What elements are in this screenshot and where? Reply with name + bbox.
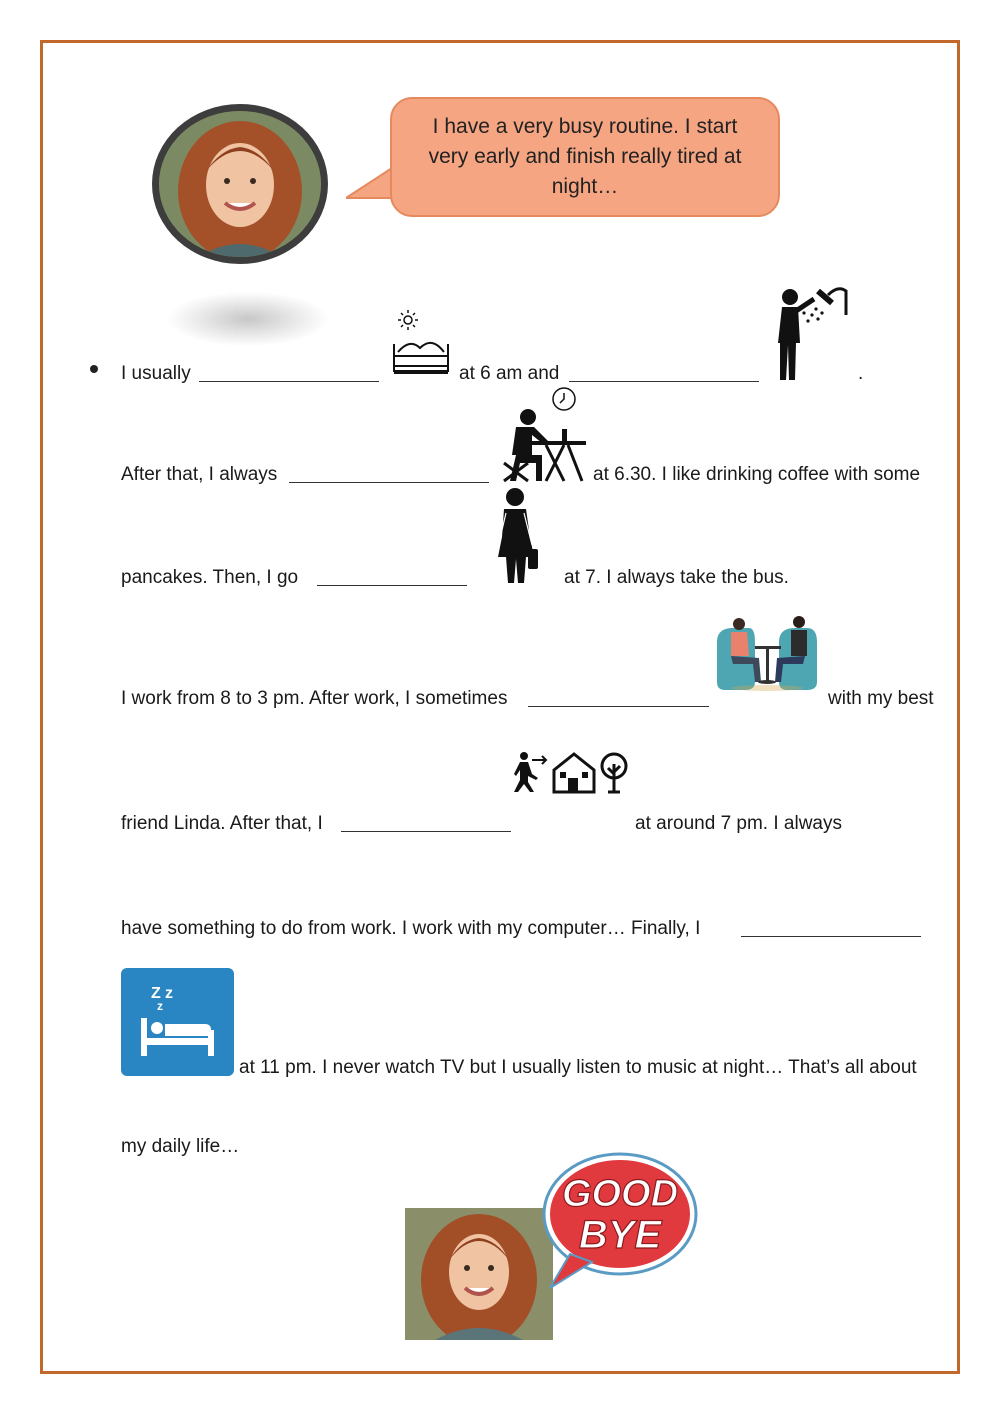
line2-text-a: After that, I always — [121, 464, 278, 485]
line3-text-b: at 7. I always take the bus. — [564, 567, 789, 588]
line2-text-b: at 6.30. I like drinking coffee with some — [593, 464, 921, 485]
go-to-work-icon — [494, 487, 540, 585]
line6-text-a: have something to do from work. I work with my computer… Finally, I — [121, 918, 701, 939]
shower-icon — [776, 285, 852, 383]
svg-text:z: z — [157, 999, 163, 1013]
wake-up-bed-icon — [390, 308, 454, 380]
goodbye-line2: BYE — [578, 1213, 662, 1257]
goodbye-photo — [405, 1208, 553, 1340]
blank-wake-up[interactable] — [199, 381, 379, 382]
avatar-shadow — [168, 292, 328, 346]
line4-text-a: I work from 8 to 3 pm. After work, I sometimes — [121, 688, 508, 709]
sleep-bed-icon — [121, 968, 234, 1076]
line4-text-b: with my best — [828, 688, 934, 709]
svg-text:z: z — [165, 985, 173, 1002]
speech-bubble-text: I have a very busy routine. I start very early and finish really tired at night… — [428, 115, 742, 198]
avatar-photo — [152, 104, 328, 264]
goodbye-line1: GOOD — [561, 1173, 679, 1215]
go-home-icon — [512, 750, 632, 794]
blank-shower[interactable] — [569, 381, 759, 382]
line7-text-a: at 11 pm. I never watch TV but I usually listen to music at night… That’s all about — [239, 1057, 917, 1078]
bullet — [90, 365, 98, 373]
speech-bubble — [390, 97, 780, 217]
blank-breakfast[interactable] — [289, 482, 489, 483]
line1-text-c: . — [858, 363, 864, 384]
line3-text-a: pancakes. Then, I go — [121, 567, 299, 588]
blank-work[interactable] — [317, 585, 467, 586]
line5-text-b: at around 7 pm. I always — [635, 813, 842, 834]
line8-text-a: my daily life… — [121, 1136, 240, 1157]
blank-go-home[interactable] — [341, 831, 511, 832]
svg-text:Z: Z — [151, 985, 161, 1002]
line1-text-a: I usually — [121, 363, 191, 384]
line1-text-b: at 6 am and — [459, 363, 560, 384]
blank-go-to-bed[interactable] — [741, 936, 921, 937]
breakfast-table-icon — [502, 385, 588, 485]
goodbye-speech-bubble — [540, 1150, 700, 1298]
blank-meet-friend[interactable] — [528, 706, 709, 707]
meet-friend-icon — [715, 612, 819, 692]
line5-text-a: friend Linda. After that, I — [121, 813, 323, 834]
